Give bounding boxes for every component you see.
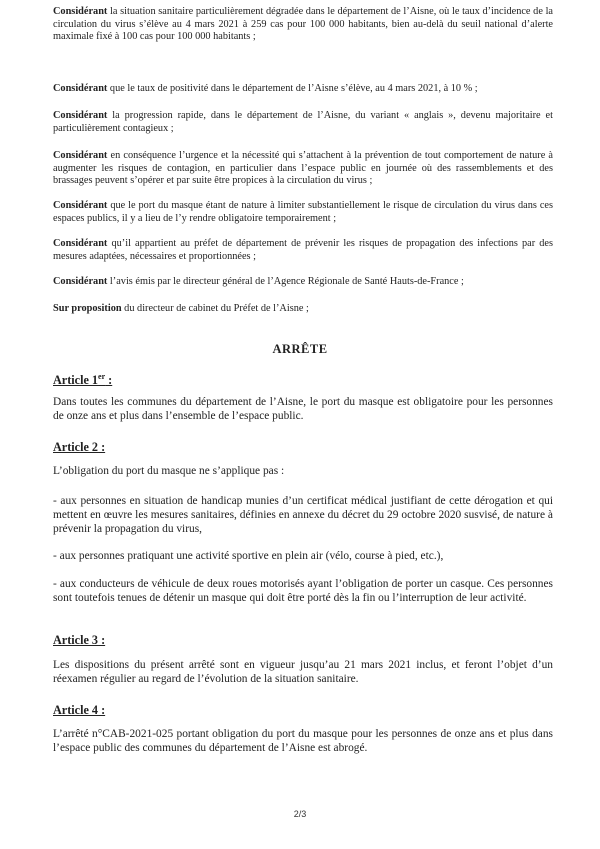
article-heading-text: Article 1 — [53, 373, 99, 388]
article-heading-text: Article 3 — [53, 633, 99, 647]
considerant-paragraph — [53, 6, 553, 44]
article-paragraph: Les dispositions du présent arrêté sont en vigueur jusqu’au 21 mars 2021 inclus, et feront l’objet d’un réexamen régulier au regard de l’évolution de la situation sanitaire. — [53, 659, 553, 685]
article-heading-suffix: : — [98, 633, 106, 647]
considerant-text: que le port du masque étant de nature à limiter substantiellement le risque de circulation du virus dans ces espaces publics, il y a lieu de l’y rendre obligatoire temporairement ; — [53, 200, 553, 224]
article-heading-text: Article 2 — [53, 440, 99, 454]
considerant-text: l’avis émis par le directeur général de l’Agence Régionale de Santé Hauts-de-France ; — [107, 276, 464, 287]
article-heading-suffix: : — [98, 440, 106, 454]
article-paragraph: - aux personnes en situation de handicap munies d’un certificat médical justifiant de cette dérogation et qui mettent en œuvre les mesures sanitaires, définies en annexe du décret du 29 octobre 2020 susvisé, de nature à prévenir la propagation du virus, — [53, 495, 553, 535]
article-heading-text: Article 4 — [53, 703, 99, 717]
considerant-text: que le taux de positivité dans le département de l’Aisne s’élève, au 4 mars 2021, à 10 % ; — [107, 83, 478, 94]
considerant-text: en conséquence l’urgence et la nécessité qui s’attachent à la prévention de tout comportement de nature à augmenter les risques de contagion, en particulier dans l’espace public en journée où des rassemblements et des brassages peuvent s’opérer et par suite être propices à la circulation du virus ; — [53, 150, 553, 187]
considerant-paragraph — [53, 150, 553, 188]
article-heading — [53, 372, 112, 388]
considerant-paragraph — [53, 110, 553, 135]
considerant-paragraph — [53, 276, 553, 289]
article-heading — [53, 633, 105, 648]
considerant-lead: Considérant — [53, 6, 108, 17]
article-paragraph: - aux personnes pratiquant une activité sportive en plein air (vélo, course à pied, etc.), — [53, 550, 444, 562]
considerant-text: la situation sanitaire particulièrement dégradée dans le département de l’Aisne, où le taux d’incidence de la circulation du virus s’élève au 4 mars 2021 à 259 cas pour 100 000 habitants, bien au-delà du seuil national d’alerte maximale fixé à 100 cas pour 100 000 habitants ; — [53, 6, 553, 43]
article-heading-sup: er — [98, 372, 106, 381]
article-heading — [53, 440, 105, 455]
considerant-text: du directeur de cabinet du Préfet de l’Aisne ; — [121, 303, 309, 314]
considerant-paragraph — [53, 303, 553, 316]
page-number: 2/3 — [293, 809, 307, 819]
considerant-paragraph — [53, 83, 553, 96]
considerant-text: la progression rapide, dans le département de l’Aisne, du variant « anglais », devenu majoritaire et particulièrement contagieux ; — [53, 110, 553, 134]
considerant-lead: Sur proposition — [53, 303, 122, 314]
considerant-lead: Considérant — [53, 150, 108, 161]
considerant-lead: Considérant — [53, 238, 108, 249]
article-heading-suffix: : — [105, 373, 113, 388]
considerant-paragraph — [53, 200, 553, 225]
considerant-lead: Considérant — [53, 200, 108, 211]
article-heading-suffix: : — [98, 703, 106, 717]
considerant-text: qu’il appartient au préfet de département de prévenir les risques de propagation des infections par des mesures adaptées, nécessaires et proportionnées ; — [53, 238, 553, 262]
article-paragraph: L’arrêté n°CAB-2021-025 portant obligation du port du masque pour les personnes de onze ans et plus dans l’espace public des communes du département de l’Aisne est abrogé. — [53, 728, 553, 754]
decree-title: ARRÊTE — [272, 342, 328, 356]
article-paragraph: Dans toutes les communes du département de l’Aisne, le port du masque est obligatoire pour les personnes de onze ans et plus dans l’ensemble de l’espace public. — [53, 396, 553, 422]
considerant-lead: Considérant — [53, 110, 108, 121]
considerant-lead: Considérant — [53, 276, 108, 287]
article-paragraph: - aux conducteurs de véhicule de deux roues motorisés ayant l’obligation de porter un casque. Ces personnes sont toutefois tenues de détenir un masque qui doit être porté dès la fin ou l’interruption de leur activité. — [53, 578, 553, 604]
considerant-paragraph — [53, 238, 553, 263]
article-heading — [53, 703, 105, 718]
considerant-lead: Considérant — [53, 83, 108, 94]
article-paragraph: L’obligation du port du masque ne s’applique pas : — [53, 465, 285, 477]
